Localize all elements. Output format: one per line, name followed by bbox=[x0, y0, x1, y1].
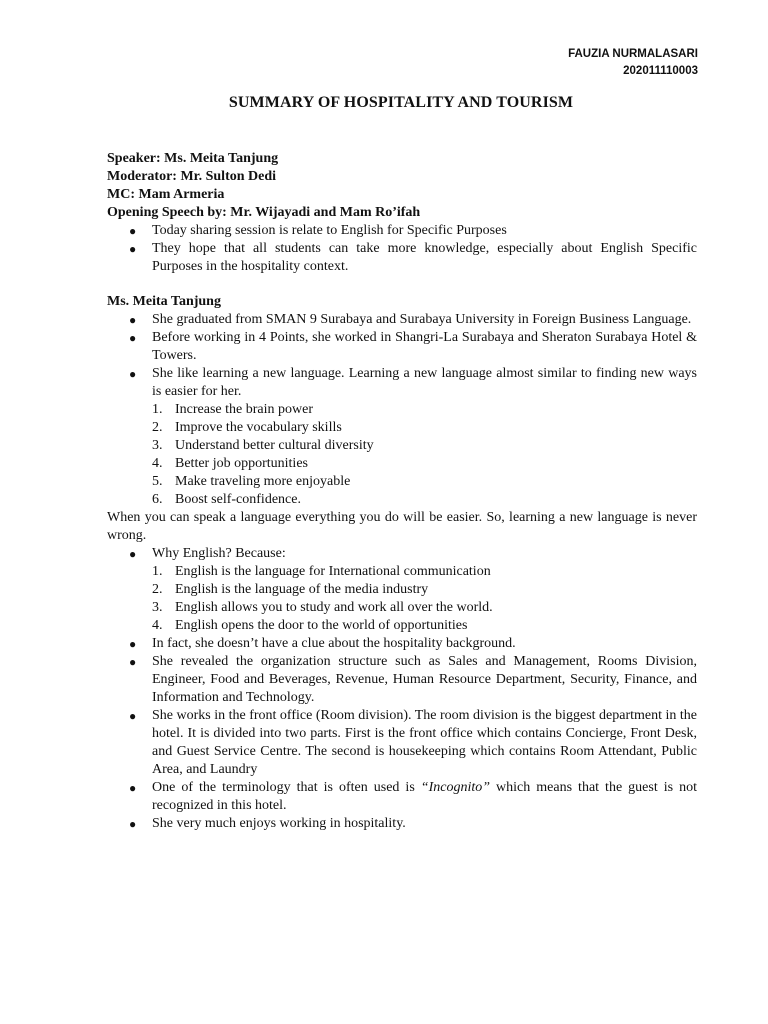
bullet-icon: ● bbox=[129, 637, 137, 651]
list-item: 3. English allows you to study and work all over the world. bbox=[152, 600, 493, 615]
speaker-line: Speaker: Ms. Meita Tanjung bbox=[107, 151, 279, 166]
author-header bbox=[568, 46, 698, 80]
bullet-icon: ● bbox=[129, 709, 137, 723]
why-english-list bbox=[107, 545, 697, 563]
author-name: FAUZIA NURMALASARI bbox=[568, 48, 698, 60]
list-item: ● She revealed the organization structure such as Sales and Management, Rooms Division, Engineer, Food and Beverages, Revenue, Human Resource Department, Security, Finance, and Information and Technology. bbox=[129, 654, 697, 705]
bullet-icon: ● bbox=[129, 547, 137, 561]
document-body bbox=[107, 150, 697, 833]
bullet-icon: ● bbox=[129, 817, 137, 831]
list-item: ● She works in the front office (Room division). The room division is the biggest department in the hotel. It is divided into two parts. First is the front office which contains Concierge, Front Desk, and Guest Service Centre. The second is housekeeping which contains Room Attendant, Public Area, and Laundry bbox=[129, 708, 698, 777]
list-item: ● She like learning a new language. Learning a new language almost similar to finding new ways is easier for her. bbox=[129, 366, 697, 399]
list-item: ● Today sharing session is relate to English for Specific Purposes bbox=[129, 223, 507, 238]
bullet-icon: ● bbox=[129, 367, 137, 381]
list-item: ● She very much enjoys working in hospitality. bbox=[129, 816, 406, 831]
list-item: 1. Increase the brain power bbox=[152, 402, 313, 417]
list-item: 2. Improve the vocabulary skills bbox=[152, 420, 342, 435]
list-item: 2. English is the language of the media industry bbox=[152, 582, 429, 597]
student-id: 202011110003 bbox=[623, 65, 698, 77]
bullet-icon: ● bbox=[129, 224, 137, 238]
list-item: 1. English is the language for International communication bbox=[152, 564, 491, 579]
list-item: ● They hope that all students can take more knowledge, especially about English Specific Purposes in the hospitality context. bbox=[129, 241, 697, 274]
section-heading: Ms. Meita Tanjung bbox=[107, 294, 221, 309]
list-item: 4. English opens the door to the world of opportunities bbox=[152, 618, 468, 633]
bullet-icon: ● bbox=[129, 242, 137, 256]
list-item: 3. Understand better cultural diversity bbox=[152, 438, 374, 453]
list-item: ● Why English? Because: bbox=[129, 546, 286, 561]
list-item: 6. Boost self-confidence. bbox=[152, 492, 301, 507]
details-bullet-list bbox=[107, 635, 697, 833]
incognito-term: “Incognito” bbox=[420, 780, 491, 795]
list-item: 5. Make traveling more enjoyable bbox=[152, 474, 351, 489]
moderator-line: Moderator: Mr. Sulton Dedi bbox=[107, 169, 277, 184]
bullet-icon: ● bbox=[129, 331, 137, 345]
speaker-bullet-list bbox=[107, 311, 697, 401]
bullet-icon: ● bbox=[129, 655, 137, 669]
benefits-numbered-list bbox=[107, 401, 697, 509]
mc-line: MC: Mam Armeria bbox=[107, 187, 225, 202]
bullet-icon: ● bbox=[129, 313, 137, 327]
bullet-icon: ● bbox=[129, 781, 137, 795]
body-paragraph: When you can speak a language everything you do will be easier. So, learning a new language is never wrong. bbox=[107, 510, 697, 543]
opening-speech-line: Opening Speech by: Mr. Wijayadi and Mam Ro’ifah bbox=[107, 205, 421, 220]
list-item: ● She graduated from SMAN 9 Surabaya and Surabaya University in Foreign Business Language. bbox=[129, 312, 692, 327]
list-item: 4. Better job opportunities bbox=[152, 456, 308, 471]
list-item: ● In fact, she doesn’t have a clue about the hospitality background. bbox=[129, 636, 516, 651]
document-title: SUMMARY OF HOSPITALITY AND TOURISM bbox=[228, 94, 574, 111]
list-item: ● Before working in 4 Points, she worked in Shangri-La Surabaya and Sheraton Surabaya Hotel & Towers. bbox=[129, 330, 697, 363]
list-item: ● One of the terminology that is often used is “Incognito” which means that the guest is not recognized in this hotel. bbox=[129, 780, 697, 813]
reasons-numbered-list bbox=[107, 563, 697, 635]
opening-bullet-list bbox=[107, 222, 697, 276]
